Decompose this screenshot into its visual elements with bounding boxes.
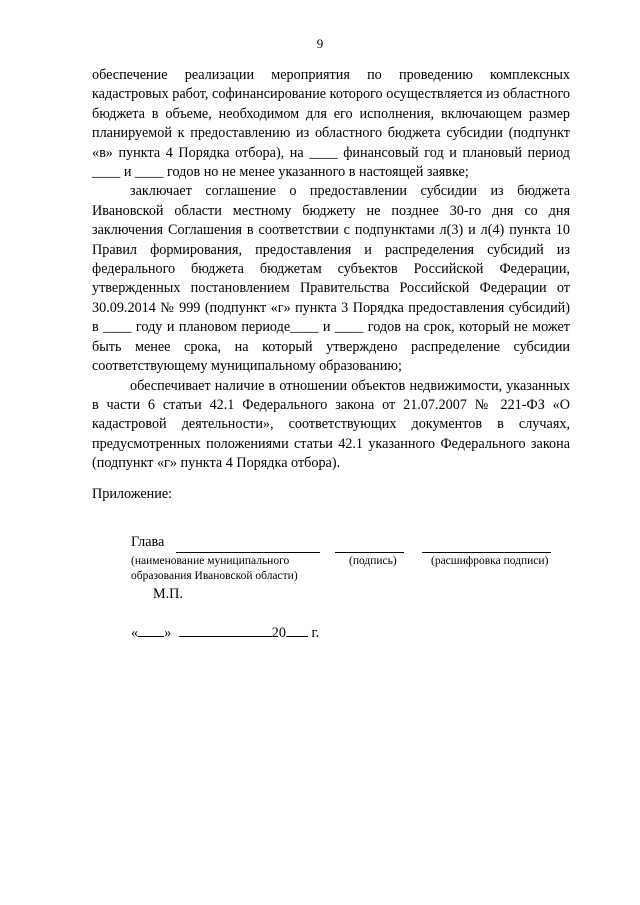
caption-signature: (подпись) — [349, 555, 397, 567]
paragraph-1: обеспечение реализации мероприятия по проведению комплексных кадастровых работ, софинансирование которого осуществляется из областного бюджета в объеме, необходимом для его исполнения, включающем размер планируемой к предоставлению из областного бюджета субсидии (подпункт «в» пункта 4 Порядка отбора), на ____ финансовый год и плановый период ____ и ____ годов но не менее указанного в настоящей заявке; — [92, 67, 570, 181]
year-suffix: г. — [311, 625, 320, 641]
date-line — [131, 623, 319, 642]
month-blank — [179, 623, 272, 637]
day-blank — [138, 623, 164, 637]
paragraph-3: обеспечивает наличие в отношении объектов недвижимости, указанных в части 6 статьи 42.1 Федерального закона от 21.07.2007 № 221-ФЗ «О кадастровой деятельности», соответствующих документов в случаях, предусмотренных положениями статьи 42.1 указанного Федерального закона (подпункт «г» пункта 4 Порядка отбора). — [92, 377, 570, 472]
year-blank — [286, 623, 308, 637]
page-number: 9 — [316, 36, 324, 51]
signature-head-label: Глава — [131, 534, 165, 550]
year-prefix: 20 — [271, 625, 286, 641]
stamp-label: М.П. — [153, 586, 183, 602]
municipality-name-blank — [176, 538, 320, 553]
date-close-quote: » — [164, 625, 172, 641]
signature-blank — [335, 538, 404, 553]
caption-signature-decode: (расшифровка подписи) — [431, 555, 549, 567]
date-open-quote: « — [131, 625, 139, 641]
body-text — [92, 66, 570, 474]
paragraph-2: заключает соглашение о предоставлении субсидии из бюджета Ивановской области местному бюджету не позднее 30-го дня со дня заключения Соглашения в соответствии с подпунктами л(3) и л(4) пункта 10 Правил формирования, предоставления и распределения субсидий из федерального бюджета бюджетам субъектов Российской Федерации, утвержденных постановлением Правительства Российской Федерации от 30.09.2014 № 999 (подпункт «г» пункта 3 Порядка предоставления субсидий) в ____ году и плановом периоде____ и ____ годов на срок, который не может быть менее срока, на который утверждено распределение субсидии соответствующему муниципальному образованию; — [92, 183, 570, 375]
appendix-label: Приложение: — [92, 486, 173, 502]
signature-block — [131, 534, 571, 614]
signature-decode-blank — [422, 538, 551, 553]
caption-municipality-name: (наименование муниципального образования Ивановской области) — [131, 555, 298, 582]
